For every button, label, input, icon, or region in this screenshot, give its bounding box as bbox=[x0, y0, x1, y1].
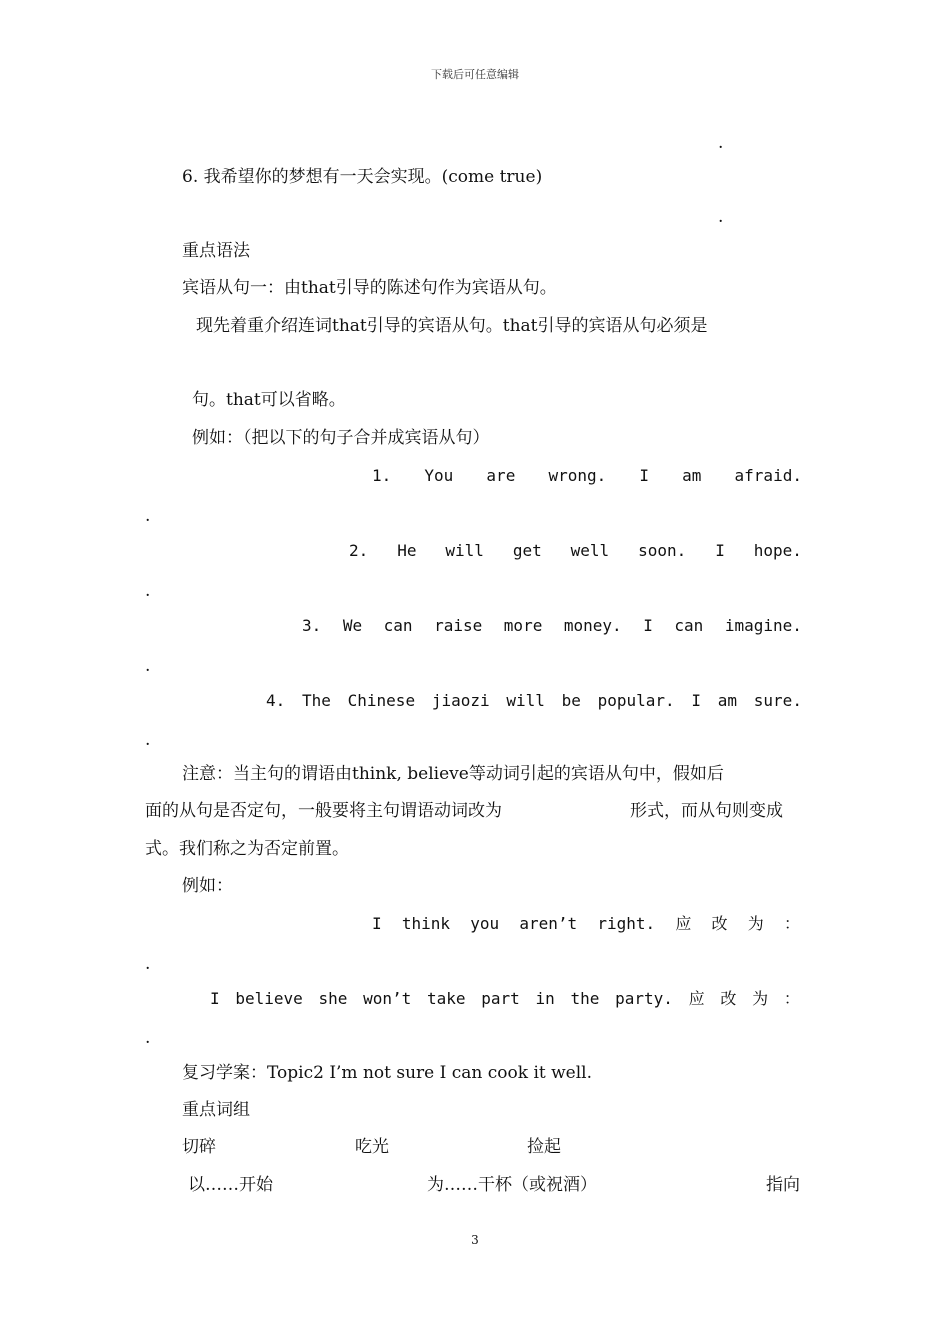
answer-line-end: . bbox=[718, 207, 724, 227]
example-sentence-2: 2. He will get well soon. I hope. bbox=[349, 541, 802, 560]
page-header: 下载后可任意编辑 bbox=[431, 68, 519, 81]
example-sentence-1: 1. You are wrong. I am afraid. bbox=[372, 466, 802, 485]
phrase-item: 吃光 bbox=[355, 1137, 389, 1157]
phrase-item: 指向 bbox=[766, 1175, 800, 1195]
page-number: 3 bbox=[471, 1233, 479, 1247]
answer-line-end: . bbox=[718, 133, 724, 153]
example-sentence-3: 3. We can raise more money. I can imagine. bbox=[302, 616, 802, 635]
note-line-2b: 形式，而从句则变成 bbox=[630, 801, 783, 821]
note-line-1: 注意：当主句的谓语由think, believe等动词引起的宾语从句中，假如后 bbox=[182, 764, 724, 784]
answer-line-end: . bbox=[145, 581, 151, 601]
phrases-heading: 重点词组 bbox=[182, 1100, 250, 1120]
translation-item-6: 6. 我希望你的梦想有一天会实现。(come true) bbox=[182, 167, 543, 187]
answer-line-end: . bbox=[145, 656, 151, 676]
phrase-item: 为……干杯（或祝酒） bbox=[427, 1175, 597, 1195]
grammar-intro-line-2: 句。that可以省略。 bbox=[192, 390, 346, 410]
negation-example-2: I believe she won’t take part in the party. 应 改 为 ： bbox=[210, 989, 800, 1008]
answer-line-end: . bbox=[145, 1028, 151, 1048]
negation-example-1: I think you aren’t right. 应 改 为 ： bbox=[372, 914, 800, 933]
phrase-item: 切碎 bbox=[182, 1137, 216, 1157]
example-label-2: 例如： bbox=[182, 876, 233, 896]
phrase-item: 以……开始 bbox=[188, 1175, 273, 1195]
grammar-heading: 重点语法 bbox=[182, 241, 250, 261]
note-line-3: 式。我们称之为否定前置。 bbox=[145, 839, 349, 859]
grammar-subheading: 宾语从句一：由that引导的陈述句作为宾语从句。 bbox=[182, 278, 557, 298]
example-label: 例如：（把以下的句子合并成宾语从句） bbox=[192, 428, 490, 448]
phrase-item: 捡起 bbox=[527, 1137, 561, 1157]
example-sentence-4: 4. The Chinese jiaozi will be popular. I am sure. bbox=[266, 691, 802, 710]
answer-line-end: . bbox=[145, 730, 151, 750]
answer-line-end: . bbox=[145, 506, 151, 526]
grammar-intro-line-1: 现先着重介绍连词that引导的宾语从句。that引导的宾语从句必须是 bbox=[196, 316, 708, 336]
note-line-2a: 面的从句是否定句，一般要将主句谓语动词改为 bbox=[145, 801, 502, 821]
review-title: 复习学案：Topic2 I’m not sure I can cook it well. bbox=[182, 1063, 593, 1083]
answer-line-end: . bbox=[145, 954, 151, 974]
